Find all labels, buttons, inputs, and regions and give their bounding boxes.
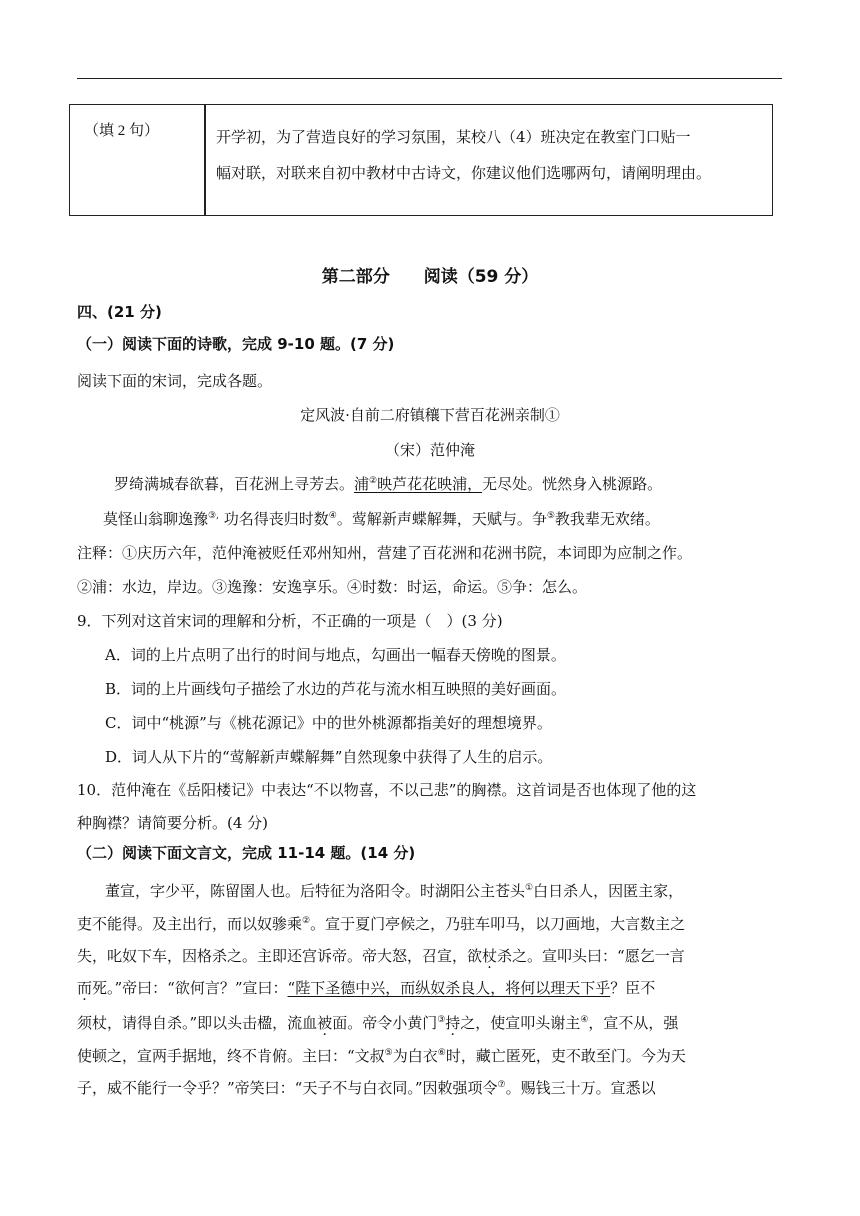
question-table <box>69 104 773 216</box>
question-10-line-1: 10．范仲淹在《岳阳楼记》中表达“不以物喜，不以己悲”的胸襟。这首词是否也体现了他的这 <box>77 781 697 799</box>
prose-line-4-b: ？臣不 <box>610 979 656 997</box>
prose-line-6 <box>77 1045 686 1066</box>
header-rule <box>77 78 782 79</box>
table-right-cell <box>216 119 711 191</box>
prose-note-5: ⑤ <box>384 1048 393 1058</box>
prose-line-1-b: 白日杀人，因匿主家， <box>533 882 684 900</box>
poem-title-note: ① <box>544 406 560 424</box>
question-9-stem: 9．下列对这首宋词的理解和分析，不正确的一项是（ ）(3 分) <box>77 612 503 630</box>
section-heading: 四、(21 分) <box>77 303 162 321</box>
question-9-option-d[interactable]: D．词人从下片的“莺解新声蝶解舞”自然现象中获得了人生的启示。 <box>105 748 553 766</box>
prose-dotted-char-bei: 被 <box>317 1014 333 1032</box>
subsection-heading-2: （二）阅读下面文言文，完成 11-14 题。(14 分) <box>77 844 416 862</box>
notes-line-1: 注释：①庆历六年，范仲淹被贬任邓州知州，营建了百花洲和花洲书院，本词即为应制之作。 <box>77 544 693 562</box>
prose-line-6-a: 使顿之，宣两手据地，终不肯俯。主曰：“文叔 <box>77 1047 385 1065</box>
subsection-heading: （一）阅读下面的诗歌，完成 9-10 题。(7 分) <box>77 335 395 353</box>
poem-line-2-b: 功名得丧归时数 <box>218 510 329 528</box>
prose-line-1 <box>105 880 683 901</box>
question-9-option-c[interactable]: C．词中“桃源”与《桃花源记》中的世外桃源都指美好的理想境界。 <box>105 714 552 732</box>
prose-line-3-b: 杀之。宣叩头曰：“愿乞一言 <box>497 947 685 965</box>
prose-line-5-c: 之，使宣叩头谢主 <box>460 1014 581 1032</box>
prose-note-1: ① <box>525 883 534 893</box>
prose-line-2-a: 吏不能得。及主出行，而以奴骖乘 <box>77 915 303 933</box>
prose-line-7-a: 子，威不能行一令乎？”帝笑曰：“天子不与白衣同。”因敕强项令 <box>77 1079 498 1097</box>
prose-note-3: ③ <box>437 1015 446 1025</box>
poem-note-2: ② <box>369 476 378 486</box>
prose-line-3-a: 失，叱奴下车，因格杀之。主即还宫诉帝。帝大怒，召宣，欲 <box>77 947 483 965</box>
poem-note-4: ④ <box>328 511 337 521</box>
prose-dotted-char-zhang: 杖 <box>482 947 498 965</box>
prose-underlined-sentence: “陛下圣德中兴，而纵奴杀良人，将何以理天下乎 <box>287 979 611 997</box>
prose-line-5-b: 面。帝令小黄门 <box>332 1014 438 1032</box>
prose-line-7 <box>77 1077 656 1098</box>
poem-line-1-c: 无尽处。恍然身入桃源路。 <box>482 475 663 493</box>
poem-line-2-a: 莫怪山翁聊逸豫 <box>103 510 209 528</box>
poem-underlined-line <box>354 475 482 493</box>
poem-line-1-b-c: 映芦花花映浦， <box>377 475 483 493</box>
prose-line-3 <box>77 945 685 966</box>
table-right-line-1: 开学初，为了营造良好的学习氛围，某校八（4）班决定在教室门口贴一 <box>216 128 691 146</box>
table-left-cell: （填 2 句） <box>84 123 160 139</box>
notes-line-2: ②浦：水边，岸边。③逸豫：安逸享乐。④时数：时运，命运。⑤争：怎么。 <box>77 578 588 596</box>
prose-line-6-b: 为白衣 <box>392 1047 438 1065</box>
prose-line-6-c: 时，藏亡匿死，吏不敢至门。今为天 <box>445 1047 686 1065</box>
question-10-line-2: 种胸襟？请简要分析。(4 分) <box>77 814 269 832</box>
poem-title-text: 定风波·自前二府镇穰下营百花洲亲制 <box>300 406 545 424</box>
prose-line-2-b: 。宣于夏门亭候之，乃驻车叩马，以刀画地，大言数主之 <box>310 915 686 933</box>
poem-line-1 <box>114 473 662 494</box>
prose-line-4-a: 死。”帝曰：“欲何言？”宣曰： <box>92 979 288 997</box>
prose-line-5-d: ，宣不从，强 <box>588 1014 679 1032</box>
poem-line-2 <box>103 508 660 529</box>
prose-line-5 <box>77 1012 678 1033</box>
poem-note-5: ⑤ <box>546 511 555 521</box>
part-title: 第二部分 阅读（59 分） <box>321 267 539 287</box>
poem-title <box>0 404 860 425</box>
question-9-option-a[interactable]: A．词的上片点明了出行的时间与地点，勾画出一幅春天傍晚的图景。 <box>105 646 566 664</box>
prose-line-4 <box>77 977 655 998</box>
table-right-line-2: 幅对联，对联来自初中教材中古诗文，你建议他们选哪两句，请阐明理由。 <box>216 164 712 182</box>
prose-line-5-a: 须杖，请得自杀。”即以头击楹，流血 <box>77 1014 318 1032</box>
prose-line-2 <box>77 913 685 934</box>
poem-line-1-b-a: 浦 <box>354 475 370 493</box>
poem-author: （宋）范仲淹 <box>384 441 475 459</box>
prose-line-7-b: 。赐钱三十万。宣悉以 <box>505 1079 656 1097</box>
prose-note-6: ⑥ <box>437 1048 446 1058</box>
prose-line-1-a: 董宣，字少平，陈留圉人也。后特征为洛阳令。时湖阳公主苍头 <box>105 882 526 900</box>
prose-note-7: ⑦ <box>497 1080 506 1090</box>
poem-note-3: ③, <box>208 511 219 521</box>
question-9-option-b[interactable]: B．词的上片画线句子描绘了水边的芦花与流水相互映照的美好画面。 <box>105 680 567 698</box>
intro-text: 阅读下面的宋词，完成各题。 <box>77 372 273 390</box>
prose-note-2: ② <box>302 916 311 926</box>
poem-line-2-c: 。莺解新声蝶解舞，天赋与。争 <box>336 510 547 528</box>
prose-dotted-char-er: 而 <box>77 979 93 997</box>
prose-note-4: ④ <box>580 1015 589 1025</box>
poem-line-2-d: 教我辈无欢绪。 <box>554 510 660 528</box>
table-divider <box>204 105 206 215</box>
prose-dotted-char-chi: 持 <box>445 1014 461 1032</box>
poem-line-1-a: 罗绮满城春欲暮，百花洲上寻芳去。 <box>114 475 355 493</box>
